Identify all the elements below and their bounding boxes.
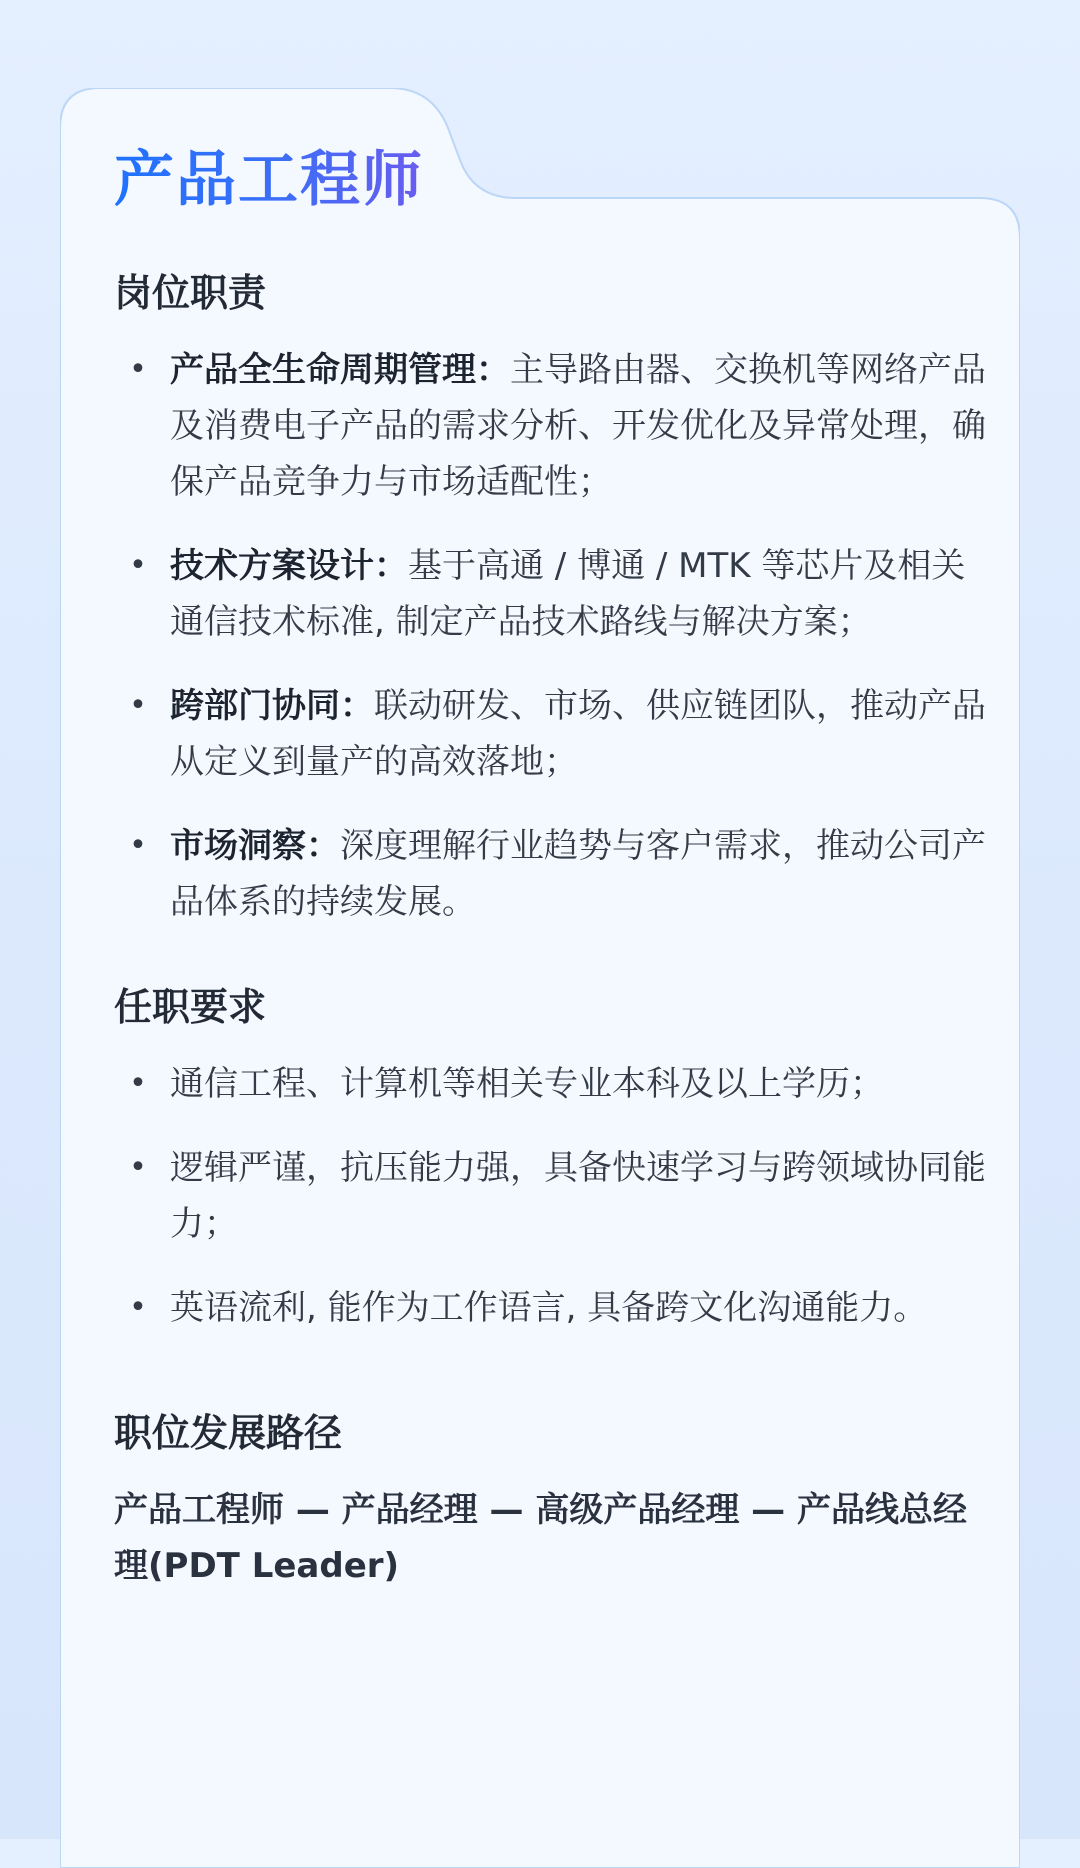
item-text: 通信工程、计算机等相关专业本科及以上学历； bbox=[170, 1064, 884, 1104]
item-text: 主导路由器、交换机等网络产品及消费电子产品的需求分析、开发优化及异常处理，确保产品竞争力与市场适配性； bbox=[170, 350, 986, 502]
item-label: 跨部门协同： bbox=[170, 686, 374, 726]
list-item bbox=[114, 818, 986, 930]
responsibilities-heading: 岗位职责 bbox=[114, 271, 267, 315]
bullet-dot-icon: • bbox=[129, 1066, 147, 1101]
career-path-text: 产品工程师 — 产品经理 — 高级产品经理 — 产品线总经理(PDT Leader) bbox=[114, 1490, 968, 1586]
list-item bbox=[114, 678, 986, 790]
card-content bbox=[114, 266, 986, 1594]
list-item bbox=[114, 538, 986, 650]
list-item bbox=[114, 1056, 986, 1112]
bullet-dot-icon: • bbox=[129, 1150, 147, 1185]
item-text: 基于高通 / 博通 / MTK 等芯片及相关通信技术标准, 制定产品技术路线与解决方案； bbox=[170, 546, 966, 642]
bullet-dot-icon: • bbox=[129, 828, 147, 863]
requirements-heading: 任职要求 bbox=[114, 985, 267, 1029]
bullet-dot-icon: • bbox=[129, 1290, 147, 1325]
item-text: 深度理解行业趋势与客户需求，推动公司产品体系的持续发展。 bbox=[170, 826, 986, 922]
job-card bbox=[60, 88, 1020, 1868]
list-item bbox=[114, 1140, 986, 1252]
item-text: 英语流利, 能作为工作语言, 具备跨文化沟通能力。 bbox=[170, 1288, 928, 1328]
list-item bbox=[114, 342, 986, 510]
career-path-heading: 职位发展路径 bbox=[114, 1411, 343, 1455]
item-label: 产品全生命周期管理： bbox=[170, 350, 510, 390]
bullet-dot-icon: • bbox=[129, 688, 147, 723]
item-label: 市场洞察： bbox=[170, 826, 340, 866]
responsibilities-list bbox=[114, 342, 986, 930]
requirements-list bbox=[114, 1056, 986, 1336]
job-title: 产品工程师 bbox=[114, 140, 424, 220]
bullet-dot-icon: • bbox=[129, 548, 147, 583]
item-text: 逻辑严谨，抗压能力强，具备快速学习与跨领域协同能力； bbox=[170, 1148, 986, 1244]
list-item bbox=[114, 1280, 986, 1336]
item-text: 联动研发、市场、供应链团队，推动产品从定义到量产的高效落地； bbox=[170, 686, 986, 782]
bullet-dot-icon: • bbox=[129, 352, 147, 387]
item-label: 技术方案设计： bbox=[170, 546, 408, 586]
